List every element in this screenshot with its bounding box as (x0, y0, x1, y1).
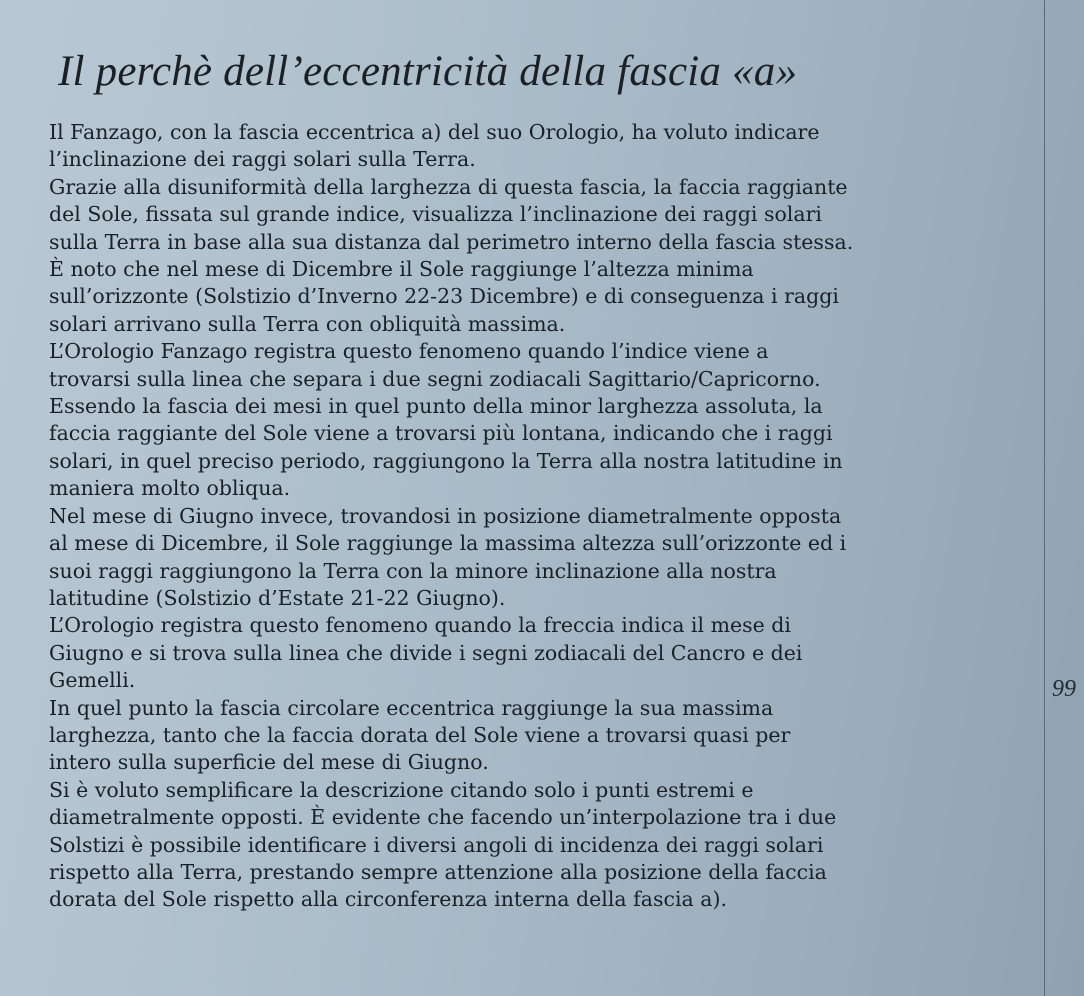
text-line: suoi raggi raggiungono la Terra con la minore inclinazione alla nostra (49, 558, 777, 583)
text-line: maniera molto obliqua. (49, 476, 291, 501)
text-line: solari arrivano sulla Terra con obliquità massima. (49, 311, 566, 336)
text-line: Grazie alla disuniformità della larghezza di questa fascia, la faccia raggiante (49, 174, 848, 199)
paragraph (49, 777, 964, 914)
text-line: Essendo la fascia dei mesi in quel punto della minor larghezza assoluta, la (49, 394, 823, 419)
text-line: Si è voluto semplificare la descrizione citando solo i punti estremi e (49, 777, 754, 802)
text-line: diametralmente opposti. È evidente che facendo un’interpolazione tra i due (49, 805, 837, 830)
text-line: al mese di Dicembre, il Sole raggiunge la massima altezza sull’orizzonte ed i (49, 531, 847, 556)
text-line: L’Orologio Fanzago registra questo fenomeno quando l’indice viene a (49, 339, 769, 364)
paragraph (49, 338, 964, 502)
text-line: larghezza, tanto che la faccia dorata del Sole viene a trovarsi quasi per (49, 722, 791, 747)
text-line: È noto che nel mese di Dicembre il Sole raggiunge l’altezza minima (49, 257, 754, 282)
text-line: rispetto alla Terra, prestando sempre attenzione alla posizione della faccia (49, 859, 827, 884)
text-line: Nel mese di Giugno invece, trovandosi in posizione diametralmente opposta (49, 503, 842, 528)
body-text (49, 119, 964, 914)
text-line: Giugno e si trova sulla linea che divide i segni zodiacali del Cancro e dei (49, 640, 803, 665)
text-line: latitudine (Solstizio d’Estate 21-22 Giugno). (49, 585, 506, 610)
paragraph (49, 695, 964, 777)
text-line: L’Orologio registra questo fenomeno quando la freccia indica il mese di (49, 613, 791, 638)
text-line: Solstizi è possibile identificare i diversi angoli di incidenza dei raggi solari (49, 832, 824, 857)
text-line: Gemelli. (49, 668, 136, 693)
text-line: intero sulla superficie del mese di Giugno. (49, 750, 489, 775)
text-line: l’inclinazione dei raggi solari sulla Terra. (49, 147, 476, 172)
page-number: 99 (1052, 676, 1076, 702)
paragraph (49, 256, 964, 338)
text-line: In quel punto la fascia circolare eccentrica raggiunge la sua massima (49, 695, 774, 720)
text-line: dorata del Sole rispetto alla circonferenza interna della fascia a). (49, 887, 727, 912)
paragraph (49, 612, 964, 694)
text-line: del Sole, fissata sul grande indice, visualizza l’inclinazione dei raggi solari (49, 202, 822, 227)
text-line: sulla Terra in base alla sua distanza dal perimetro interno della fascia stessa. (49, 229, 854, 254)
text-line: sull’orizzonte (Solstizio d’Inverno 22-23 Dicembre) e di conseguenza i raggi (49, 284, 839, 309)
paragraph (49, 119, 964, 174)
paragraph (49, 174, 964, 256)
margin-rule (1044, 0, 1045, 996)
page-title: Il perchè dell’eccentricità della fascia «a» (58, 48, 798, 95)
text-line: Il Fanzago, con la fascia eccentrica a) del suo Orologio, ha voluto indicare (49, 120, 820, 144)
text-line: trovarsi sulla linea che separa i due segni zodiacali Sagittario/Capricorno. (49, 366, 821, 391)
text-line: faccia raggiante del Sole viene a trovarsi più lontana, indicando che i raggi (49, 421, 833, 446)
paragraph (49, 503, 964, 613)
text-line: solari, in quel preciso periodo, raggiungono la Terra alla nostra latitudine in (49, 448, 843, 473)
